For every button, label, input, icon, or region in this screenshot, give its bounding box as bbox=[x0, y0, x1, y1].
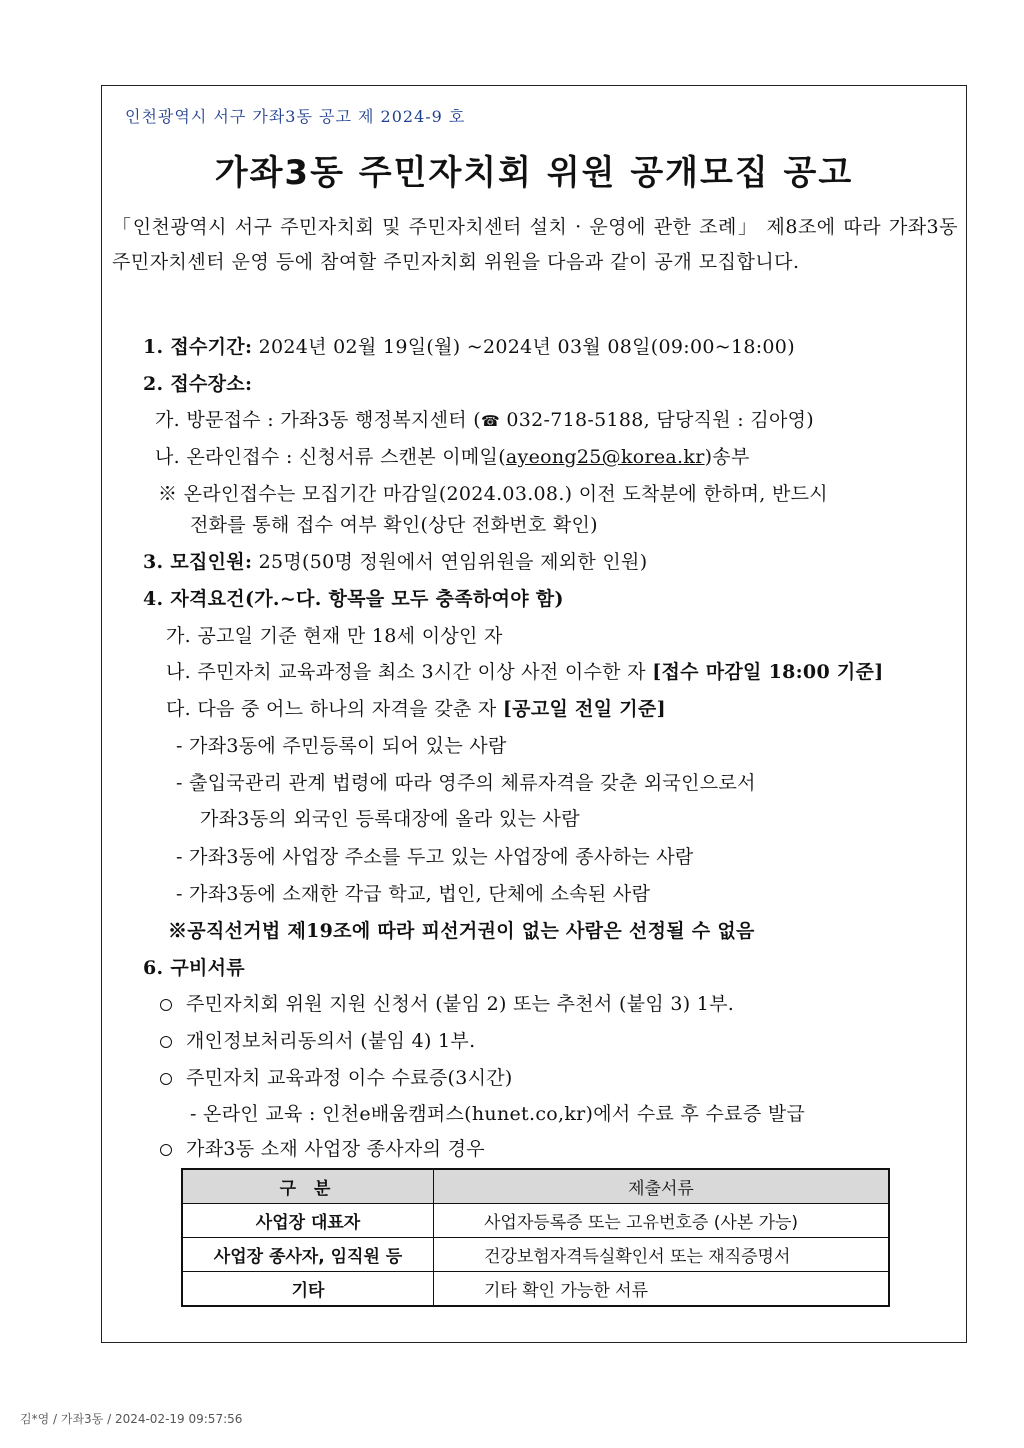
doc-item-3-text: 주민자치 교육과정 이수 수료증(3시간) bbox=[186, 1067, 513, 1089]
doc-item-4 bbox=[160, 1134, 485, 1161]
table-row bbox=[182, 1238, 889, 1272]
circle-bullet-icon bbox=[160, 1144, 172, 1156]
online-note-line1: ※ 온라인접수는 모집기간 마감일(2024.03.08.) 이전 도착분에 한하며, 반드시 bbox=[158, 483, 828, 505]
qualification-2-cont: 가좌3동의 외국인 등록대장에 올라 있는 사람 bbox=[200, 808, 580, 830]
doc-item-1 bbox=[160, 989, 734, 1016]
circle-bullet-icon bbox=[160, 1073, 172, 1085]
requirement-c-basis: [공고일 전일 기준] bbox=[502, 698, 666, 720]
visit-reception-phone: 032-718-5188, 담당직원 : 김아영) bbox=[499, 409, 814, 431]
section-3-recruits bbox=[143, 547, 647, 574]
notice-number: 인천광역시 서구 가좌3동 공고 제 2024-9 호 bbox=[125, 107, 466, 126]
requirement-b-basis: [접수 마감일 18:00 기준] bbox=[652, 661, 884, 683]
circle-bullet-icon bbox=[160, 999, 172, 1011]
requirement-b bbox=[166, 657, 883, 684]
section-3-label: 3. 모집인원: bbox=[143, 551, 253, 573]
qualification-3: - 가좌3동에 사업장 주소를 두고 있는 사업장에 종사하는 사람 bbox=[176, 846, 694, 868]
section-1-period bbox=[143, 332, 795, 359]
qualification-2: - 출입국관리 관계 법령에 따라 영주의 체류자격을 갖춘 외국인으로서 bbox=[176, 772, 756, 794]
table-cell-category: 사업장 종사자, 임직원 등 bbox=[182, 1238, 434, 1272]
online-reception-suffix: )송부 bbox=[704, 446, 750, 468]
email-link[interactable]: ayeong25@korea.kr bbox=[505, 446, 705, 468]
doc-item-2 bbox=[160, 1026, 475, 1053]
table-cell-documents: 사업자등록증 또는 고유번호증 (사본 가능) bbox=[434, 1204, 890, 1238]
qualification-4: - 가좌3동에 소재한 각급 학교, 법인, 단체에 소속된 사람 bbox=[176, 883, 651, 905]
requirement-c-text: 다. 다음 중 어느 하나의 자격을 갖춘 자 bbox=[166, 698, 503, 720]
online-reception bbox=[155, 442, 750, 469]
doc-item-1-text: 주민자치회 위원 지원 신청서 (붙임 2) 또는 추천서 (붙임 3) 1부. bbox=[186, 993, 735, 1015]
intro-paragraph: 「인천광역시 서구 주민자치회 및 주민자치센터 설치 · 운영에 관한 조례」 제8조에 따라 가좌3동 주민자치센터 운영 등에 참여할 주민자치회 위원을 다음과 같이 공개 모집합니다. bbox=[112, 216, 958, 273]
table-cell-documents: 건강보험자격득실확인서 또는 재직증명서 bbox=[434, 1238, 890, 1272]
column-header-documents: 제출서류 bbox=[434, 1169, 890, 1204]
table-cell-category: 사업장 대표자 bbox=[182, 1204, 434, 1238]
table-cell-category: 기타 bbox=[182, 1272, 434, 1307]
requirement-c bbox=[166, 694, 666, 721]
visit-reception-text: 가. 방문접수 : 가좌3동 행정복지센터 ( bbox=[155, 409, 481, 431]
election-law-warning: ※공직선거법 제19조에 따라 피선거권이 없는 사람은 선정될 수 없음 bbox=[168, 920, 755, 942]
online-note-line2: 전화를 통해 접수 여부 확인(상단 전화번호 확인) bbox=[190, 514, 598, 536]
qualification-1: - 가좌3동에 주민등록이 되어 있는 사람 bbox=[176, 735, 507, 757]
requirement-a: 가. 공고일 기준 현재 만 18세 이상인 자 bbox=[166, 625, 503, 647]
table-header-row bbox=[182, 1169, 889, 1204]
visit-reception bbox=[155, 405, 814, 432]
section-6-label: 6. 구비서류 bbox=[143, 957, 245, 979]
print-footer: 김*영 / 가좌3동 / 2024-02-19 09:57:56 bbox=[20, 1412, 243, 1426]
page-title: 가좌3동 주민자치회 위원 공개모집 공고 bbox=[214, 153, 854, 193]
doc-item-4-text: 가좌3동 소재 사업장 종사자의 경우 bbox=[186, 1138, 485, 1160]
section-1-text: 2024년 02월 19일(월) ~2024년 03월 08일(09:00~18:00) bbox=[252, 336, 795, 358]
table-row bbox=[182, 1272, 889, 1307]
section-1-label: 1. 접수기간: bbox=[143, 336, 253, 358]
doc-item-2-text: 개인정보처리동의서 (붙임 4) 1부. bbox=[186, 1030, 476, 1052]
section-3-text: 25명(50명 정원에서 연임위원을 제외한 인원) bbox=[252, 551, 648, 573]
telephone-icon: ☎ bbox=[481, 412, 500, 430]
documents-table bbox=[181, 1168, 890, 1307]
column-header-category: 구 분 bbox=[182, 1169, 434, 1204]
circle-bullet-icon bbox=[160, 1036, 172, 1048]
doc-item-3-sub: - 온라인 교육 : 인천e배움캠퍼스(hunet.co,kr)에서 수료 후 수료증 발급 bbox=[190, 1103, 806, 1125]
online-reception-text: 나. 온라인접수 : 신청서류 스캔본 이메일( bbox=[155, 446, 506, 468]
table-row bbox=[182, 1204, 889, 1238]
table-cell-documents: 기타 확인 가능한 서류 bbox=[434, 1272, 890, 1307]
section-4-label: 4. 자격요건(가.~다. 항목을 모두 충족하여야 함) bbox=[143, 588, 564, 610]
requirement-b-text: 나. 주민자치 교육과정을 최소 3시간 이상 사전 이수한 자 bbox=[166, 661, 653, 683]
doc-item-3 bbox=[160, 1063, 513, 1090]
section-2-label: 2. 접수장소: bbox=[143, 373, 253, 395]
